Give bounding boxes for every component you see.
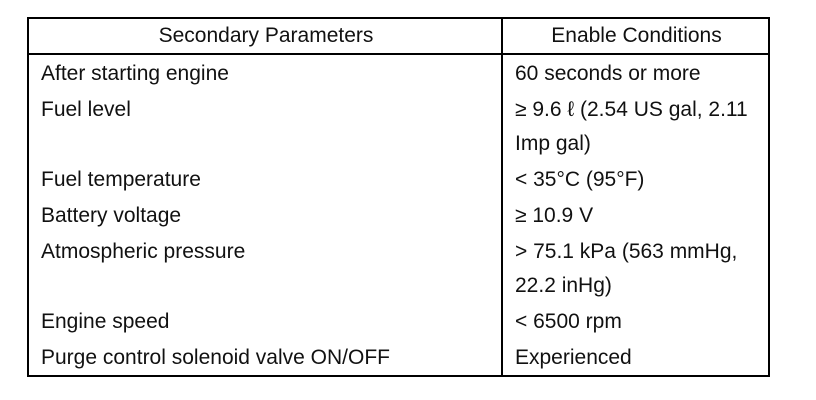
table-body — [28, 54, 769, 376]
parameter-cell: Atmospheric pressure — [28, 233, 502, 303]
condition-text: ≥ 9.6 ℓ (2.54 US gal, 2.11 Imp gal) — [515, 98, 748, 155]
parameter-cell: Fuel temperature — [28, 161, 502, 197]
header-row — [28, 18, 769, 54]
enable-conditions-table — [27, 17, 770, 377]
condition-text: > 75.1 kPa (563 mmHg, 22.2 inHg) — [515, 240, 738, 297]
condition-text: Experienced — [515, 346, 632, 369]
header-enable-conditions: Enable Conditions — [502, 18, 769, 54]
condition-text: < 6500 rpm — [515, 310, 622, 333]
parameter-cell: After starting engine — [28, 54, 502, 91]
parameter-cell: Battery voltage — [28, 197, 502, 233]
condition-text: 60 seconds or more — [515, 62, 701, 85]
condition-cell — [502, 303, 769, 339]
table-row — [28, 161, 769, 197]
condition-cell — [502, 339, 769, 376]
table-row — [28, 91, 769, 161]
parameter-cell: Fuel level — [28, 91, 502, 161]
table-row — [28, 303, 769, 339]
condition-cell — [502, 197, 769, 233]
table-row — [28, 54, 769, 91]
condition-text: ≥ 10.9 V — [515, 204, 594, 227]
parameter-cell: Purge control solenoid valve ON/OFF — [28, 339, 502, 376]
table-header — [28, 18, 769, 54]
condition-cell — [502, 161, 769, 197]
condition-cell — [502, 233, 769, 303]
table-row — [28, 339, 769, 376]
header-secondary-parameters: Secondary Parameters — [28, 18, 502, 54]
condition-cell — [502, 54, 769, 91]
table-row — [28, 197, 769, 233]
table-row — [28, 233, 769, 303]
parameter-cell: Engine speed — [28, 303, 502, 339]
condition-cell — [502, 91, 769, 161]
condition-text: < 35°C (95°F) — [515, 168, 645, 191]
